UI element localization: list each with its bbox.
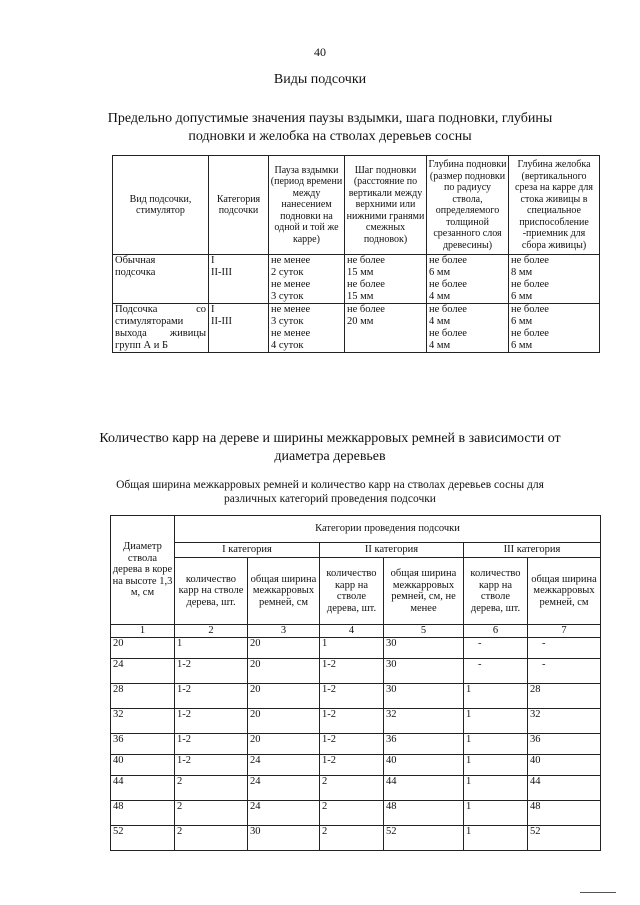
depth-cell: не более 6 мм не более 4 мм: [427, 255, 509, 304]
table-cell: 52: [528, 826, 601, 851]
table-cell: -: [464, 659, 528, 684]
categories-header: Категории проведения подсочки: [175, 516, 601, 543]
table-cell: 30: [384, 684, 464, 709]
table-cell: 44: [384, 776, 464, 801]
table-cell: 36: [384, 734, 464, 755]
header-cell: Категория подсочки: [209, 156, 269, 255]
table-cell: 1-2: [175, 684, 248, 709]
category-cell: I II-III: [209, 304, 269, 353]
column-number: 2: [175, 625, 248, 638]
table-cell: 2: [320, 776, 384, 801]
step-cell: не более 20 мм: [345, 304, 427, 353]
column-number: 6: [464, 625, 528, 638]
header-cell: Глубина подновки (размер подновки по радиусу ствола, определяемого толщиной срезанного слоя древесины): [427, 156, 509, 255]
table-cell: 48: [528, 801, 601, 826]
table-cell: 2: [175, 801, 248, 826]
table-cell: 24: [111, 659, 175, 684]
table-cell: 52: [111, 826, 175, 851]
table-row: [111, 684, 601, 709]
table-cell: 28: [528, 684, 601, 709]
header-cell: общая ширина межкарровых ремней, см: [528, 558, 601, 625]
header-cell: Глубина желобка (вертикального среза на карре для стока живицы в специальное приспособление -приемник для сбора живицы): [509, 156, 600, 255]
table-row: [111, 826, 601, 851]
table-cell: 1-2: [175, 755, 248, 776]
header-cell: Пауза вздымки (период времени между нанесением подновки на одной и той же карре): [269, 156, 345, 255]
carr-count-table: [110, 515, 601, 851]
limits-table: [112, 155, 600, 353]
tapping-type-cell: Обычная подсочка: [113, 255, 209, 304]
table-cell: 48: [384, 801, 464, 826]
pause-cell: не менее 3 суток не менее 4 суток: [269, 304, 345, 353]
category-3-header: III категория: [464, 543, 601, 558]
table-cell: 20: [248, 638, 320, 659]
table-cell: 1-2: [320, 734, 384, 755]
table-cell: 20: [248, 684, 320, 709]
table-row: [111, 776, 601, 801]
table-row: [111, 659, 601, 684]
table-row: [111, 709, 601, 734]
table-cell: 1: [464, 826, 528, 851]
table-row: [111, 801, 601, 826]
header-cell: количество карр на стволе дерева, шт.: [320, 558, 384, 625]
table-cell: 1-2: [320, 659, 384, 684]
column-number-row: [111, 625, 601, 638]
table-row: [111, 638, 601, 659]
table-cell: 1: [464, 776, 528, 801]
table-cell: -: [464, 638, 528, 659]
table-cell: 1-2: [320, 684, 384, 709]
table-cell: 1-2: [175, 659, 248, 684]
groove-cell: не более 8 мм не более 6 мм: [509, 255, 600, 304]
table-cell: 48: [111, 801, 175, 826]
table-cell: 40: [111, 755, 175, 776]
column-number: 4: [320, 625, 384, 638]
groove-cell: не более 6 мм не более 6 мм: [509, 304, 600, 353]
category-2-header: II категория: [320, 543, 464, 558]
table-header-row: [113, 156, 600, 255]
table-cell: 1-2: [175, 734, 248, 755]
table-cell: 2: [175, 776, 248, 801]
column-number: 1: [111, 625, 175, 638]
table-cell: 52: [384, 826, 464, 851]
header-cell: количество карр на стволе дерева, шт.: [464, 558, 528, 625]
pause-cell: не менее 2 суток не менее 3 суток: [269, 255, 345, 304]
table-cell: 1: [464, 734, 528, 755]
header-cell: Шаг подновки (расстояние по вертикали между верхними или нижними гранями смежных подновок): [345, 156, 427, 255]
header-cell: общая ширина межкарровых ремней, см, не менее: [384, 558, 464, 625]
tapping-type-cell: Подсочка со стимуляторами выхода живицы групп А и Б: [113, 304, 209, 353]
header-cell: общая ширина межкарровых ремней, см: [248, 558, 320, 625]
table-cell: 40: [384, 755, 464, 776]
table2-subtitle: Общая ширина межкарровых ремней и количество карр на стволах деревьев сосны для различных категорий проведения подсочки: [116, 479, 544, 505]
page-heading: Виды подсочки: [273, 72, 367, 87]
table-cell: -: [528, 659, 601, 684]
table-cell: 1-2: [320, 709, 384, 734]
table2-title: Количество карр на дереве и ширины межкарровых ремней в зависимости от диаметра деревьев: [99, 431, 561, 464]
table-cell: 20: [111, 638, 175, 659]
table-cell: 1: [320, 638, 384, 659]
table-header-row: [111, 543, 601, 558]
table-cell: 40: [528, 755, 601, 776]
table-cell: 30: [248, 826, 320, 851]
column-number: 5: [384, 625, 464, 638]
table-row: [111, 734, 601, 755]
header-cell: Вид подсочки, стимулятор: [113, 156, 209, 255]
table-cell: 24: [248, 755, 320, 776]
table1-title: Предельно допустимые значения паузы вздымки, шага подновки, глубины подновки и желобка на стволах деревьев сосны: [107, 111, 553, 144]
table-cell: 1-2: [175, 709, 248, 734]
table-cell: 1: [464, 801, 528, 826]
table-cell: 20: [248, 734, 320, 755]
table-cell: 30: [384, 659, 464, 684]
table-cell: -: [528, 638, 601, 659]
table-cell: 36: [111, 734, 175, 755]
table-cell: 24: [248, 776, 320, 801]
footer-line: [580, 892, 616, 893]
table-cell: 28: [111, 684, 175, 709]
table-cell: 32: [111, 709, 175, 734]
table-cell: 32: [384, 709, 464, 734]
table-cell: 2: [175, 826, 248, 851]
column-number: 3: [248, 625, 320, 638]
table-cell: 1: [464, 755, 528, 776]
category-1-header: I категория: [175, 543, 320, 558]
table-cell: 2: [320, 801, 384, 826]
category-cell: I II-III: [209, 255, 269, 304]
table-cell: 2: [320, 826, 384, 851]
table-cell: 44: [111, 776, 175, 801]
table-cell: 32: [528, 709, 601, 734]
table-cell: 1: [464, 684, 528, 709]
table-cell: 36: [528, 734, 601, 755]
table-cell: 1-2: [320, 755, 384, 776]
column-number: 7: [528, 625, 601, 638]
diameter-header: Диаметр ствола дерева в коре на высоте 1,3 м, см: [111, 516, 175, 625]
table-row: [113, 255, 600, 304]
table-cell: 44: [528, 776, 601, 801]
table-row: [113, 304, 600, 353]
table-cell: 1: [464, 709, 528, 734]
table-header-row: [111, 558, 601, 625]
table-cell: 24: [248, 801, 320, 826]
header-cell: количество карр на стволе дерева, шт.: [175, 558, 248, 625]
table-header-row: [111, 516, 601, 543]
page-number: 40: [314, 45, 326, 59]
table-cell: 30: [384, 638, 464, 659]
depth-cell: не более 4 мм не более 4 мм: [427, 304, 509, 353]
step-cell: не более 15 мм не более 15 мм: [345, 255, 427, 304]
table-cell: 1: [175, 638, 248, 659]
table-row: [111, 755, 601, 776]
table-cell: 20: [248, 659, 320, 684]
table-cell: 20: [248, 709, 320, 734]
